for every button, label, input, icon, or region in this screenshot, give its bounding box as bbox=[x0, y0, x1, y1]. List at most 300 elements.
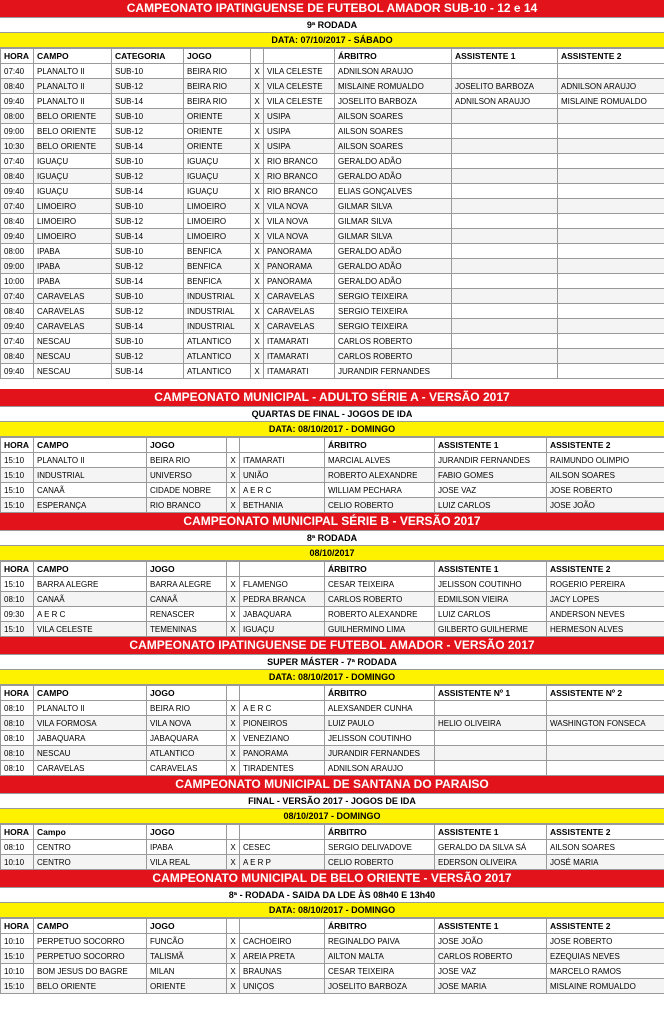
table-cell: HELIO OLIVEIRA bbox=[435, 716, 547, 731]
section1-table bbox=[0, 48, 664, 379]
column-header bbox=[251, 49, 264, 64]
column-header: ASSISTENTE 2 bbox=[547, 919, 664, 934]
table-cell: TEMENINAS bbox=[147, 622, 227, 637]
table-cell bbox=[435, 761, 547, 776]
table-cell: CARAVELAS bbox=[34, 289, 112, 304]
table-cell: 15:10 bbox=[1, 453, 34, 468]
table-cell: JOSELITO BARBOZA bbox=[325, 979, 435, 994]
table-cell: SUB-14 bbox=[112, 184, 184, 199]
table-cell: AILSON SOARES bbox=[335, 109, 452, 124]
table-cell: ATLANTICO bbox=[184, 349, 251, 364]
column-header bbox=[227, 562, 240, 577]
column-header: ASSISTENTE 1 bbox=[435, 919, 547, 934]
table-cell: X bbox=[251, 274, 264, 289]
table-cell bbox=[547, 746, 664, 761]
table-cell: BEIRA RIO bbox=[184, 64, 251, 79]
table-cell bbox=[452, 289, 558, 304]
table-cell: 08:40 bbox=[1, 304, 34, 319]
table-cell: X bbox=[251, 139, 264, 154]
table-cell: X bbox=[251, 289, 264, 304]
table-cell: VILA FORMOSA bbox=[34, 716, 147, 731]
table-cell bbox=[558, 349, 664, 364]
table-cell: VILA CELESTE bbox=[264, 64, 335, 79]
column-header bbox=[240, 919, 325, 934]
table-cell: MARCIAL ALVES bbox=[325, 453, 435, 468]
table-cell: CARAVELAS bbox=[147, 761, 227, 776]
table-cell: 10:10 bbox=[1, 934, 34, 949]
table-cell: ORIENTE bbox=[184, 139, 251, 154]
section4-date: DATA: 08/10/2017 - DOMINGO bbox=[0, 670, 664, 685]
table-cell: 08:00 bbox=[1, 244, 34, 259]
table-cell: BOM JESUS DO BAGRE bbox=[34, 964, 147, 979]
table-cell: X bbox=[251, 334, 264, 349]
table-cell: LUIZ CARLOS bbox=[435, 498, 547, 513]
table-cell: 08:10 bbox=[1, 840, 34, 855]
table-cell: JELISSON COUTINHO bbox=[325, 731, 435, 746]
table-cell: 09:30 bbox=[1, 607, 34, 622]
table-cell: 15:10 bbox=[1, 622, 34, 637]
column-header: ÁRBITRO bbox=[325, 438, 435, 453]
table-cell: VILA NOVA bbox=[147, 716, 227, 731]
column-header: CAMPO bbox=[34, 919, 147, 934]
column-header: JOGO bbox=[147, 686, 227, 701]
table-cell: A E R C bbox=[240, 701, 325, 716]
column-header: JOGO bbox=[184, 49, 251, 64]
table-cell bbox=[452, 64, 558, 79]
table-row bbox=[1, 289, 664, 304]
table-row bbox=[1, 592, 664, 607]
table-cell: SUB-12 bbox=[112, 79, 184, 94]
table-cell bbox=[452, 274, 558, 289]
table-cell: INDUSTRIAL bbox=[184, 319, 251, 334]
table-cell: ROBERTO ALEXANDRE bbox=[325, 468, 435, 483]
table-cell: SERGIO TEIXEIRA bbox=[335, 304, 452, 319]
table-cell: IGUAÇU bbox=[34, 169, 112, 184]
table-cell: BENFICA bbox=[184, 274, 251, 289]
column-header: CAMPO bbox=[34, 49, 112, 64]
table-cell: X bbox=[227, 934, 240, 949]
table-cell: NESCAU bbox=[34, 334, 112, 349]
table-cell: INDUSTRIAL bbox=[184, 304, 251, 319]
table-cell: SUB-14 bbox=[112, 364, 184, 379]
table-row bbox=[1, 607, 664, 622]
column-header: CAMPO bbox=[34, 562, 147, 577]
table-cell: PLANALTO II bbox=[34, 94, 112, 109]
table-cell: 08:40 bbox=[1, 349, 34, 364]
table-cell: SUB-14 bbox=[112, 274, 184, 289]
table-cell: SUB-10 bbox=[112, 244, 184, 259]
table-cell: X bbox=[227, 453, 240, 468]
table-row bbox=[1, 334, 664, 349]
table-cell: X bbox=[251, 79, 264, 94]
table-cell: EDERSON OLIVEIRA bbox=[435, 855, 547, 870]
table-header-row bbox=[1, 438, 664, 453]
table-cell: GUILHERMINO LIMA bbox=[325, 622, 435, 637]
table-header-row bbox=[1, 562, 664, 577]
section-gap bbox=[0, 379, 664, 389]
table-cell: X bbox=[251, 184, 264, 199]
table-cell: GERALDO ADÃO bbox=[335, 274, 452, 289]
table-cell bbox=[452, 349, 558, 364]
table-cell: BARRA ALEGRE bbox=[147, 577, 227, 592]
table-cell: IGUAÇU bbox=[34, 154, 112, 169]
section3-table bbox=[0, 561, 664, 637]
table-cell bbox=[452, 244, 558, 259]
section2-table bbox=[0, 437, 664, 513]
section1-date: DATA: 07/10/2017 - SÁBADO bbox=[0, 33, 664, 48]
table-cell: GERALDO ADÃO bbox=[335, 244, 452, 259]
table-cell: X bbox=[251, 154, 264, 169]
table-cell: SUB-14 bbox=[112, 94, 184, 109]
table-cell bbox=[452, 139, 558, 154]
column-header: ASSISTENTE 1 bbox=[435, 438, 547, 453]
table-cell: MILAN bbox=[147, 964, 227, 979]
table-header-row bbox=[1, 49, 664, 64]
section4-round: SUPER MÁSTER - 7ª RODADA bbox=[0, 655, 664, 670]
table-cell: JOSE JOÃO bbox=[547, 498, 664, 513]
table-cell bbox=[558, 199, 664, 214]
table-row bbox=[1, 214, 664, 229]
table-cell: X bbox=[251, 169, 264, 184]
table-cell bbox=[452, 124, 558, 139]
table-cell: JOSE JOÃO bbox=[435, 934, 547, 949]
table-row bbox=[1, 274, 664, 289]
column-header: HORA bbox=[1, 825, 34, 840]
table-cell: CARAVELAS bbox=[34, 304, 112, 319]
table-cell: ADNILSON ARAUJO bbox=[335, 64, 452, 79]
table-cell: X bbox=[251, 304, 264, 319]
table-cell: ELIAS GONÇALVES bbox=[335, 184, 452, 199]
table-cell: USIPA bbox=[264, 109, 335, 124]
table-cell: PEDRA BRANCA bbox=[240, 592, 325, 607]
table-cell bbox=[558, 259, 664, 274]
table-cell: 10:00 bbox=[1, 274, 34, 289]
table-cell: X bbox=[227, 840, 240, 855]
table-row bbox=[1, 483, 664, 498]
table-cell: PANORAMA bbox=[264, 274, 335, 289]
table-cell: X bbox=[251, 94, 264, 109]
table-cell: X bbox=[251, 124, 264, 139]
table-cell: 10:10 bbox=[1, 855, 34, 870]
section4-table bbox=[0, 685, 664, 776]
table-cell: CANAÃ bbox=[147, 592, 227, 607]
table-cell: WASHINGTON FONSECA bbox=[547, 716, 664, 731]
column-header bbox=[240, 686, 325, 701]
table-cell: RIO BRANCO bbox=[264, 169, 335, 184]
column-header bbox=[227, 919, 240, 934]
section4-title: CAMPEONATO IPATINGUENSE DE FUTEBOL AMADOR - VERSÃO 2017 bbox=[0, 637, 664, 655]
table-cell: JOSELITO BARBOZA bbox=[452, 79, 558, 94]
table-cell: X bbox=[251, 319, 264, 334]
table-cell: GILBERTO GUILHERME bbox=[435, 622, 547, 637]
table-cell: 08:10 bbox=[1, 731, 34, 746]
table-cell: X bbox=[227, 964, 240, 979]
table-cell: CARLOS ROBERTO bbox=[435, 949, 547, 964]
table-cell: CARAVELAS bbox=[34, 761, 147, 776]
table-cell: CESAR TEIXEIRA bbox=[325, 577, 435, 592]
table-cell: ITAMARATI bbox=[264, 349, 335, 364]
table-header-row bbox=[1, 686, 664, 701]
table-cell: 08:40 bbox=[1, 169, 34, 184]
table-cell: SUB-12 bbox=[112, 304, 184, 319]
table-cell: 08:10 bbox=[1, 716, 34, 731]
table-cell bbox=[558, 229, 664, 244]
table-cell: ALEXSANDER CUNHA bbox=[325, 701, 435, 716]
table-cell: LIMOEIRO bbox=[184, 229, 251, 244]
table-cell: X bbox=[227, 979, 240, 994]
table-cell: HERMESON ALVES bbox=[547, 622, 664, 637]
table-cell: IPABA bbox=[34, 274, 112, 289]
column-header: CAMPO bbox=[34, 686, 147, 701]
table-cell: JOSÉ MARIA bbox=[547, 855, 664, 870]
table-row bbox=[1, 498, 664, 513]
table-cell: IPABA bbox=[34, 244, 112, 259]
table-cell: IPABA bbox=[34, 259, 112, 274]
table-cell bbox=[452, 109, 558, 124]
column-header: HORA bbox=[1, 49, 34, 64]
table-cell: ORIENTE bbox=[147, 979, 227, 994]
column-header bbox=[240, 562, 325, 577]
table-cell bbox=[558, 364, 664, 379]
table-cell: CENTRO bbox=[34, 855, 147, 870]
table-cell: 07:40 bbox=[1, 199, 34, 214]
table-cell: X bbox=[227, 716, 240, 731]
column-header: ASSISTENTE 2 bbox=[558, 49, 664, 64]
table-cell bbox=[435, 731, 547, 746]
table-cell bbox=[452, 214, 558, 229]
table-cell: NESCAU bbox=[34, 349, 112, 364]
table-cell: X bbox=[251, 199, 264, 214]
table-cell: NESCAU bbox=[34, 364, 112, 379]
table-cell: VILA NOVA bbox=[264, 199, 335, 214]
table-cell: GILMAR SILVA bbox=[335, 199, 452, 214]
table-cell: INDUSTRIAL bbox=[34, 468, 147, 483]
table-cell: 09:40 bbox=[1, 184, 34, 199]
section2-round: QUARTAS DE FINAL - JOGOS DE IDA bbox=[0, 407, 664, 422]
table-cell: ROGERIO PEREIRA bbox=[547, 577, 664, 592]
table-cell: PLANALTO II bbox=[34, 453, 147, 468]
table-cell: X bbox=[227, 483, 240, 498]
table-cell: CESEC bbox=[240, 840, 325, 855]
section3-title: CAMPEONATO MUNICIPAL SÉRIE B - VERSÃO 2017 bbox=[0, 513, 664, 531]
table-cell: GERALDO ADÃO bbox=[335, 259, 452, 274]
table-cell: PLANALTO II bbox=[34, 64, 112, 79]
table-cell bbox=[452, 169, 558, 184]
table-cell: WILLIAM PECHARA bbox=[325, 483, 435, 498]
table-cell: GERALDO ADÃO bbox=[335, 169, 452, 184]
table-cell bbox=[452, 229, 558, 244]
table-cell: CESAR TEIXEIRA bbox=[325, 964, 435, 979]
table-cell: PANORAMA bbox=[264, 259, 335, 274]
table-cell bbox=[558, 154, 664, 169]
table-cell: SERGIO TEIXEIRA bbox=[335, 289, 452, 304]
table-row bbox=[1, 64, 664, 79]
table-cell: ADNILSON ARAUJO bbox=[325, 761, 435, 776]
table-cell bbox=[547, 701, 664, 716]
table-cell: USIPA bbox=[264, 124, 335, 139]
table-cell bbox=[547, 761, 664, 776]
section6-round: 8ª - RODADA - SAIDA DA LDE ÀS 08h40 E 13h40 bbox=[0, 888, 664, 903]
table-cell: SUB-10 bbox=[112, 199, 184, 214]
table-cell: NESCAU bbox=[34, 746, 147, 761]
table-header-row bbox=[1, 825, 664, 840]
table-cell: BEIRA RIO bbox=[184, 79, 251, 94]
table-cell: RIO BRANCO bbox=[264, 154, 335, 169]
table-cell: MISLAINE ROMUALDO bbox=[547, 979, 664, 994]
table-cell bbox=[452, 184, 558, 199]
table-cell: GILMAR SILVA bbox=[335, 214, 452, 229]
table-row bbox=[1, 259, 664, 274]
column-header: HORA bbox=[1, 562, 34, 577]
table-cell: ATLANTICO bbox=[184, 334, 251, 349]
table-cell: SUB-12 bbox=[112, 214, 184, 229]
table-cell: LUIZ PAULO bbox=[325, 716, 435, 731]
table-cell: SUB-10 bbox=[112, 109, 184, 124]
table-cell bbox=[452, 154, 558, 169]
table-cell: TALISMÃ bbox=[147, 949, 227, 964]
table-cell: SUB-10 bbox=[112, 154, 184, 169]
column-header: HORA bbox=[1, 686, 34, 701]
column-header: ASSISTENTE 1 bbox=[435, 562, 547, 577]
table-row bbox=[1, 79, 664, 94]
table-cell: CARLOS ROBERTO bbox=[335, 334, 452, 349]
table-cell: CELIO ROBERTO bbox=[325, 855, 435, 870]
table-header-row bbox=[1, 919, 664, 934]
table-cell: 15:10 bbox=[1, 949, 34, 964]
column-header: ASSISTENTE Nº 2 bbox=[547, 686, 664, 701]
table-cell: X bbox=[251, 229, 264, 244]
table-cell: VENEZIANO bbox=[240, 731, 325, 746]
table-cell: RAIMUNDO OLIMPIO bbox=[547, 453, 664, 468]
table-cell bbox=[558, 274, 664, 289]
table-cell: 15:10 bbox=[1, 498, 34, 513]
column-header: JOGO bbox=[147, 919, 227, 934]
table-cell: JABAQUARA bbox=[147, 731, 227, 746]
table-row bbox=[1, 761, 664, 776]
section6-table bbox=[0, 918, 664, 994]
table-cell bbox=[435, 746, 547, 761]
table-cell: ITAMARATI bbox=[240, 453, 325, 468]
table-cell bbox=[452, 334, 558, 349]
section5-title: CAMPEONATO MUNICIPAL DE SANTANA DO PARAISO bbox=[0, 776, 664, 794]
table-cell: CARAVELAS bbox=[264, 289, 335, 304]
table-cell: GERALDO DA SILVA SÁ bbox=[435, 840, 547, 855]
table-cell: FABIO GOMES bbox=[435, 468, 547, 483]
table-cell: JURANDIR FERNANDES bbox=[435, 453, 547, 468]
column-header bbox=[240, 438, 325, 453]
table-cell: LIMOEIRO bbox=[34, 214, 112, 229]
table-cell: PANORAMA bbox=[240, 746, 325, 761]
table-cell: 08:10 bbox=[1, 701, 34, 716]
table-cell: MARCELO RAMOS bbox=[547, 964, 664, 979]
table-cell: IGUAÇU bbox=[184, 154, 251, 169]
section5-table bbox=[0, 824, 664, 870]
table-cell: GILMAR SILVA bbox=[335, 229, 452, 244]
table-cell: 15:10 bbox=[1, 577, 34, 592]
table-cell bbox=[558, 319, 664, 334]
table-cell: IPABA bbox=[147, 840, 227, 855]
table-cell: VILA CELESTE bbox=[264, 79, 335, 94]
table-cell: JACY LOPES bbox=[547, 592, 664, 607]
table-cell bbox=[452, 259, 558, 274]
section1-round: 9ª RODADA bbox=[0, 18, 664, 33]
table-cell: MISLAINE ROMUALDO bbox=[335, 79, 452, 94]
table-cell: AILSON SOARES bbox=[547, 468, 664, 483]
section2-date: DATA: 08/10/2017 - DOMINGO bbox=[0, 422, 664, 437]
table-cell: RENASCER bbox=[147, 607, 227, 622]
table-cell: X bbox=[227, 701, 240, 716]
table-cell bbox=[452, 319, 558, 334]
table-cell: SERGIO TEIXEIRA bbox=[335, 319, 452, 334]
table-cell: X bbox=[251, 214, 264, 229]
table-row bbox=[1, 979, 664, 994]
table-cell: 07:40 bbox=[1, 334, 34, 349]
table-cell: FLAMENGO bbox=[240, 577, 325, 592]
column-header: CATEGORIA bbox=[112, 49, 184, 64]
table-cell: X bbox=[227, 622, 240, 637]
table-cell: FUNCÃO bbox=[147, 934, 227, 949]
table-row bbox=[1, 364, 664, 379]
table-cell: TIRADENTES bbox=[240, 761, 325, 776]
table-cell: AILSON SOARES bbox=[335, 124, 452, 139]
table-cell bbox=[558, 214, 664, 229]
table-cell: BELO ORIENTE bbox=[34, 139, 112, 154]
table-cell bbox=[452, 199, 558, 214]
column-header bbox=[227, 438, 240, 453]
table-cell: EDMILSON VIEIRA bbox=[435, 592, 547, 607]
table-cell: 08:10 bbox=[1, 746, 34, 761]
column-header bbox=[227, 686, 240, 701]
table-cell: JOSE ROBERTO bbox=[547, 483, 664, 498]
table-cell: X bbox=[251, 364, 264, 379]
table-cell: ITAMARATI bbox=[264, 364, 335, 379]
table-cell: UNIÇOS bbox=[240, 979, 325, 994]
section5-date: 08/10/2017 - DOMINGO bbox=[0, 809, 664, 824]
table-cell: SUB-12 bbox=[112, 259, 184, 274]
table-cell: VILA CELESTE bbox=[264, 94, 335, 109]
section2-title: CAMPEONATO MUNICIPAL - ADULTO SÉRIE A - VERSÃO 2017 bbox=[0, 389, 664, 407]
table-cell: LIMOEIRO bbox=[34, 229, 112, 244]
section6-date: DATA: 08/10/2017 - DOMINGO bbox=[0, 903, 664, 918]
table-cell: ITAMARATI bbox=[264, 334, 335, 349]
table-cell: BARRA ALEGRE bbox=[34, 577, 147, 592]
table-cell: SUB-12 bbox=[112, 169, 184, 184]
table-cell: IGUAÇU bbox=[240, 622, 325, 637]
table-cell: EZEQUIAS NEVES bbox=[547, 949, 664, 964]
table-row bbox=[1, 964, 664, 979]
table-cell: 08:40 bbox=[1, 214, 34, 229]
table-cell: LUIZ CARLOS bbox=[435, 607, 547, 622]
column-header: ASSISTENTE Nº 1 bbox=[435, 686, 547, 701]
table-cell: ROBERTO ALEXANDRE bbox=[325, 607, 435, 622]
column-header: ÁRBITRO bbox=[325, 686, 435, 701]
table-cell bbox=[558, 184, 664, 199]
table-cell: PLANALTO II bbox=[34, 79, 112, 94]
table-cell: VILA CELESTE bbox=[34, 622, 147, 637]
table-cell: 08:40 bbox=[1, 79, 34, 94]
section5-round: FINAL - VERSÃO 2017 - JOGOS DE IDA bbox=[0, 794, 664, 809]
table-cell: ATLANTICO bbox=[147, 746, 227, 761]
table-cell: AREIA PRETA bbox=[240, 949, 325, 964]
table-cell: X bbox=[227, 746, 240, 761]
table-cell: BENFICA bbox=[184, 259, 251, 274]
table-cell: X bbox=[251, 259, 264, 274]
table-cell: 08:10 bbox=[1, 592, 34, 607]
table-cell: 10:30 bbox=[1, 139, 34, 154]
table-cell: 09:40 bbox=[1, 229, 34, 244]
table-cell: BRAUNAS bbox=[240, 964, 325, 979]
table-cell bbox=[558, 64, 664, 79]
